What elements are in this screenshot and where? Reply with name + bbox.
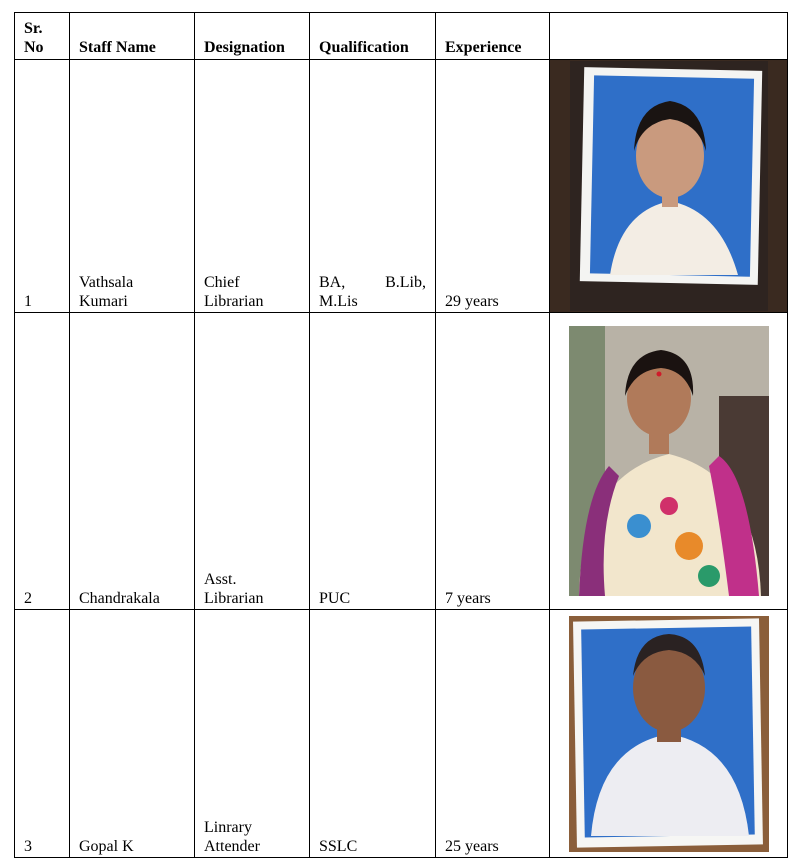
cell-designation	[195, 313, 310, 610]
cell-experience: 7 years	[436, 313, 550, 610]
cell-qualification	[310, 60, 436, 313]
designation-line: Attender	[204, 838, 260, 855]
cell-experience: 25 years	[436, 610, 550, 858]
staff-name-line: Kumari	[79, 293, 128, 310]
designation-line: Chief	[204, 274, 240, 291]
designation-line: Librarian	[204, 590, 264, 607]
cell-designation	[195, 60, 310, 313]
cell-qualification: PUC	[310, 313, 436, 610]
cell-sr-no: 2	[15, 313, 70, 610]
header-row	[15, 13, 788, 60]
header-staff-name: Staff Name	[70, 13, 195, 60]
designation-line: Linrary	[204, 819, 252, 836]
header-photo	[550, 13, 788, 60]
qualification-part: B.Lib,	[385, 274, 426, 291]
table-row	[15, 313, 788, 610]
cell-staff-name	[70, 313, 195, 610]
cell-designation	[195, 610, 310, 858]
table-row	[15, 60, 788, 313]
header-designation: Designation	[195, 13, 310, 60]
portrait-photo-3	[569, 616, 769, 852]
staff-name-line: Vathsala	[79, 274, 134, 291]
cell-sr-no: 1	[15, 60, 70, 313]
designation-line: Librarian	[204, 293, 264, 310]
staff-name-line: Gopal K	[79, 838, 134, 855]
cell-sr-no: 3	[15, 610, 70, 858]
portrait-photo-icon	[570, 61, 768, 311]
cell-photo	[550, 60, 788, 313]
cell-photo	[550, 610, 788, 858]
header-qualification: Qualification	[310, 13, 436, 60]
cell-staff-name	[70, 60, 195, 313]
qualification-line	[319, 273, 426, 292]
table-row	[15, 610, 788, 858]
portrait-photo-2	[569, 326, 769, 596]
header-sr-no-label: Sr. No	[24, 20, 44, 56]
staff-name-line: Chandrakala	[79, 590, 160, 607]
header-sr-no	[15, 13, 70, 60]
portrait-photo-icon	[569, 326, 769, 596]
cell-staff-name	[70, 610, 195, 858]
portrait-photo-icon	[569, 616, 769, 852]
staff-table	[14, 12, 788, 858]
portrait-photo-1	[570, 61, 768, 311]
qualification-part: BA,	[319, 274, 346, 291]
designation-line: Asst.	[204, 571, 237, 588]
qualification-line: M.Lis	[319, 293, 358, 310]
cell-qualification: SSLC	[310, 610, 436, 858]
cell-experience: 29 years	[436, 60, 550, 313]
header-experience: Experience	[436, 13, 550, 60]
cell-photo	[550, 313, 788, 610]
